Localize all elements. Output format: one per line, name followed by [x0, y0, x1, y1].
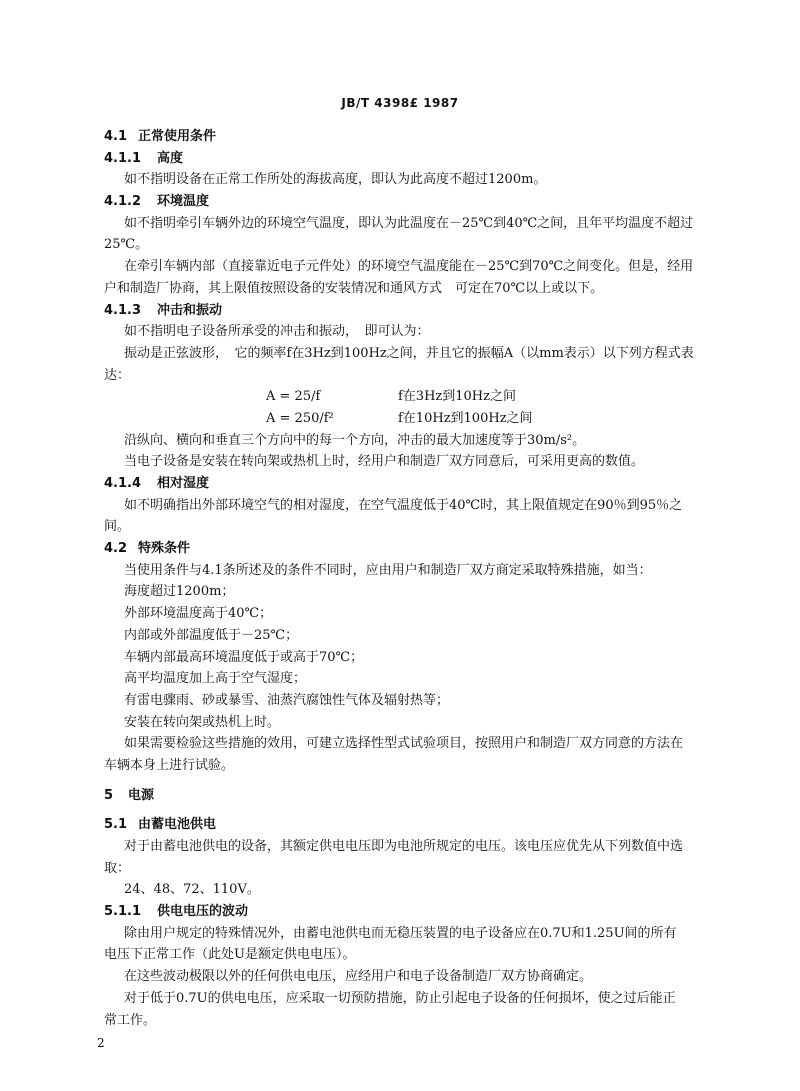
paragraph: 24、48、72、110V。 [124, 882, 260, 898]
list-item: 车辆内部最高环境温度低于或高于70℃； [124, 649, 364, 665]
paragraph-continuation: 户和制造厂协商，其上限值按照设备的安装情况和通风方式 可定在70℃以上或以下。 [104, 280, 604, 296]
document-body [104, 126, 724, 1031]
paragraph: 振动是正弦波形， 它的频率f在3Hz到100Hz之间，并且它的振幅A（以mm表示）以下列方程式表 [124, 345, 694, 361]
equation-range: f在10Hz到100Hz之间 [398, 410, 533, 426]
equation-row [104, 386, 724, 408]
equation-range: f在3Hz到10Hz之间 [398, 389, 516, 405]
list-item: 海度超过1200m； [124, 584, 235, 600]
list-item: 内部或外部温度低于－25℃； [124, 627, 299, 643]
paragraph: 当电子设备是安装在转向架或热机上时，经用户和制造厂双方同意后，可采用更高的数值。 [124, 454, 645, 470]
paragraph-continuation: 达： [104, 367, 131, 383]
paragraph: 如不明确指出外部环境空气的相对湿度，在空气温度低于40℃时，其上限值规定在90％到95％之 [124, 497, 683, 513]
list-item: 安装在转向架或热机上时。 [124, 714, 281, 730]
paragraph: 对于低于0.7U的供电电压，应采取一切预防措施，防止引起电子设备的任何损坏，使之过后能正 [124, 990, 676, 1006]
heading-5-1-1: 5.1.1 供电电压的波动 [104, 904, 249, 920]
list-item: 有雷电骤雨、砂或暴雪、油蒸汽腐蚀性气体及辐射热等； [124, 692, 450, 708]
paragraph: 如不指明电子设备所承受的冲击和振动， 即可认为： [124, 324, 430, 340]
heading-5: 5 电源 [104, 787, 155, 803]
paragraph: 在牵引车辆内部（直接靠近电子元件处）的环境空气温度能在－25℃到70℃之间变化。但是，经用 [124, 259, 694, 275]
heading-4-1-1: 4.1.1 高度 [104, 150, 184, 166]
standard-header: JB/T 4398£ 1987 [341, 96, 459, 110]
heading-5-1: 5.1 由蓄电池供电 [104, 817, 217, 833]
heading-4-1: 4.1 正常使用条件 [104, 129, 217, 144]
list-item: 高平均温度加上高于空气湿度； [124, 671, 307, 687]
equation-row [104, 408, 724, 430]
equation: A = 25/f [266, 389, 321, 405]
list-item: 外部环境温度高于40℃； [124, 606, 273, 622]
equation: A = 250/f² [266, 410, 334, 426]
paragraph: 当使用条件与4.1条所述及的条件不同时，应由用户和制造厂双方商定采取特殊措施，如当： [124, 562, 652, 578]
paragraph-continuation: 电压下正常工作（此处U是额定供电电压）。 [104, 947, 356, 963]
paragraph: 如不指明牵引车辆外边的环境空气温度，即认为此温度在－25℃到40℃之间，且年平均温度不超过 [124, 215, 694, 231]
heading-4-2: 4.2 特殊条件 [104, 541, 191, 557]
paragraph: 如果需要检验这些措施的效用，可建立选择性型式试验项目，按照用户和制造厂双方同意的方法在 [124, 736, 684, 752]
paragraph: 如不指明设备在正常工作所处的海拔高度，即认为此高度不超过1200m。 [124, 172, 547, 188]
paragraph: 在这些波动极限以外的任何供电电压，应经用户和电子设备制造厂双方协商确定。 [124, 969, 593, 985]
spacer [104, 777, 724, 785]
paragraph: 除由用户规定的特殊情况外，由蓄电池供电而无稳压装置的电子设备应在0.7U和1.25U间的所有 [124, 925, 677, 941]
heading-4-1-4: 4.1.4 相对湿度 [104, 476, 210, 491]
paragraph: 沿纵向、横向和垂直三个方向中的每一个方向，冲击的最大加速度等于30m/s²。 [124, 432, 586, 448]
heading-4-1-3: 4.1.3 冲击和振动 [104, 302, 223, 318]
paragraph-continuation: 常工作。 [104, 1012, 157, 1028]
paragraph-continuation: 间。 [104, 519, 131, 535]
paragraph-continuation: 取： [104, 860, 131, 876]
heading-4-1-2: 4.1.2 环境温度 [104, 194, 210, 210]
paragraph-continuation: 25℃。 [104, 237, 149, 253]
paragraph-continuation: 车辆本身上进行试验。 [104, 757, 235, 773]
page-number: 2 [97, 1036, 105, 1050]
spacer [104, 806, 724, 814]
paragraph: 对于由蓄电池供电的设备，其额定供电电压即为电池所规定的电压。该电压应优先从下列数值中选 [124, 839, 684, 854]
